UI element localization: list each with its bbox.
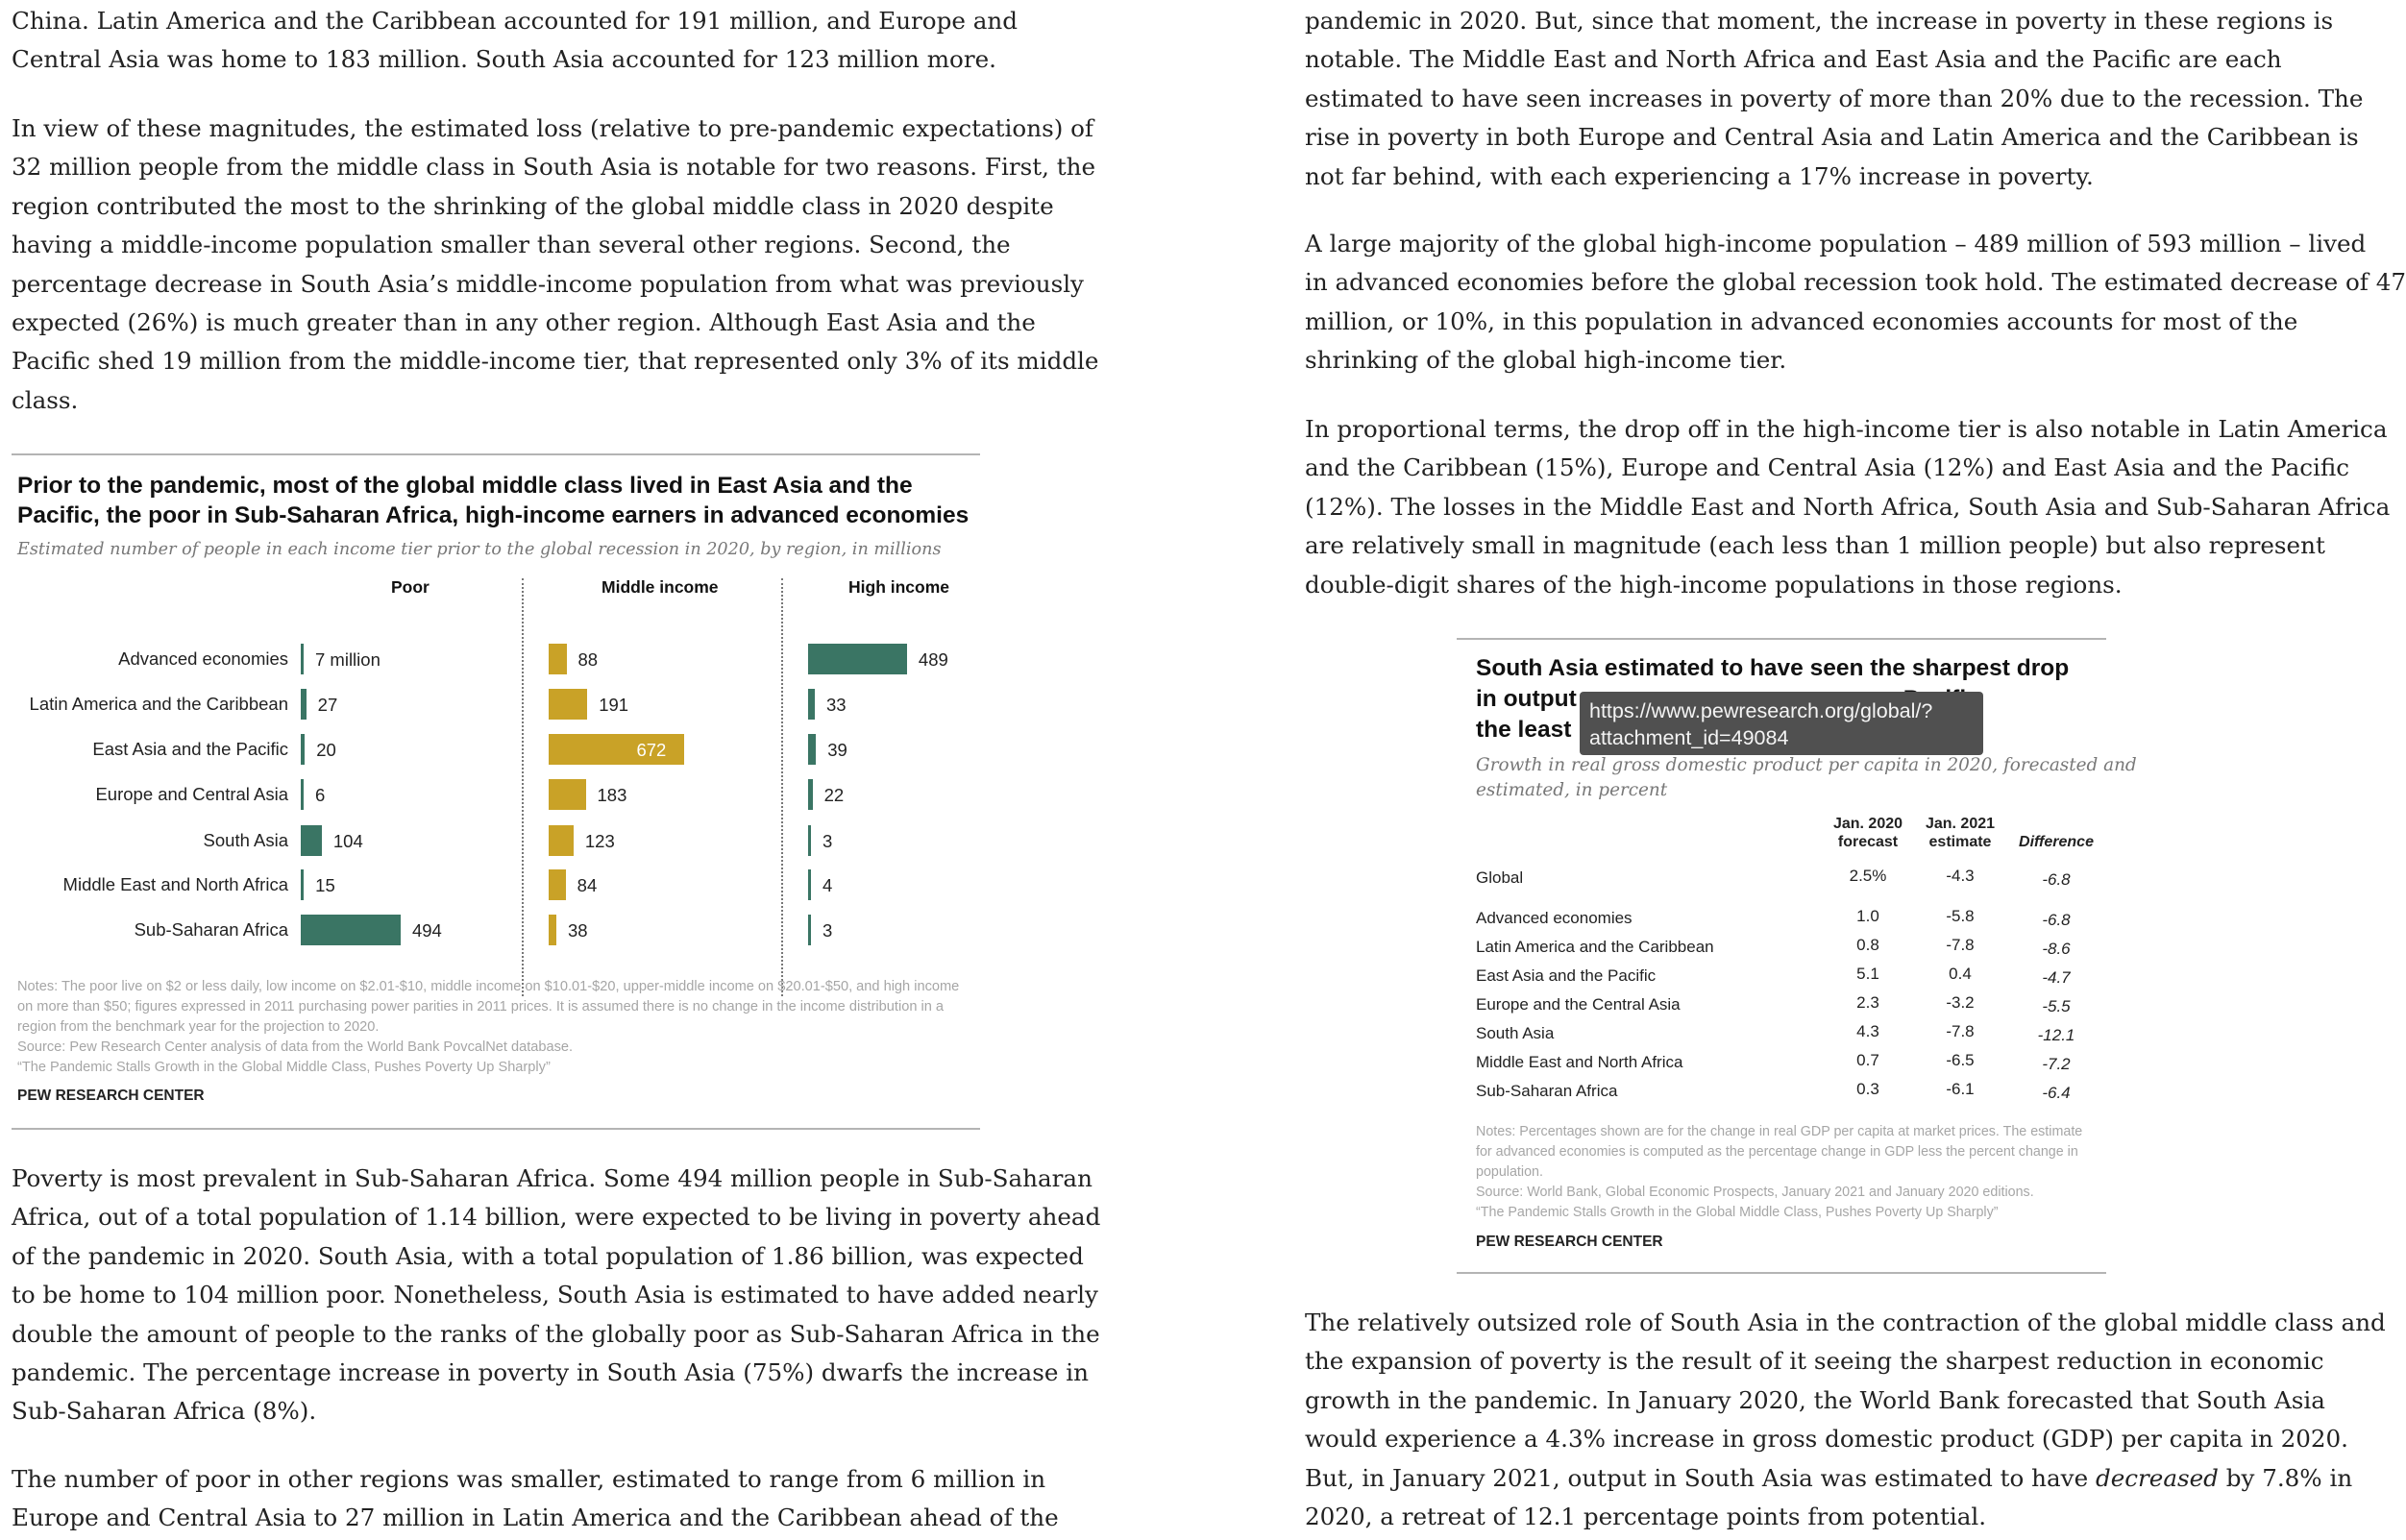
table-title: South Asia estimated to have seen the sharpest drop in output the least <box>1476 655 2070 743</box>
value-label-poor-advanced-economies: 7 million <box>315 649 381 670</box>
row-label: Latin America and the Caribbean <box>1476 938 1714 956</box>
bar-high-income-advanced-economies[interactable] <box>808 644 907 674</box>
row-label: Advanced economies <box>1476 909 1633 927</box>
value-label-high-income-latin-america-and-the-caribbean: 33 <box>825 695 847 715</box>
table-notes: Notes: Percentages shown are for the change in real GDP per capita at market prices. The estimate for advanced economies is computed as the percentage change in GDP less the percent change in population. Source: World Bank, Global Economic Prospects, January 2021 and January 2020 editions. “The Pandemic Stalls Growth in the Global Middle Class, Pushes Poverty Up Sharply” <box>1476 1124 2083 1220</box>
cell-diff: -6.8 <box>2042 911 2071 929</box>
value-label-high-income-advanced-economies: 489 <box>918 649 948 670</box>
value-label-poor-europe-and-central-asia: 6 <box>315 785 326 805</box>
cell-estimate: -7.8 <box>1946 936 1975 954</box>
cell-forecast: 1.0 <box>1856 907 1879 925</box>
bar-high-income-south-asia[interactable] <box>808 825 811 856</box>
cell-diff: -8.6 <box>2042 940 2071 958</box>
bar-high-income-latin-america-and-the-caribbean[interactable] <box>808 689 815 720</box>
paragraph-proportional-terms: In proportional terms, the drop off in the high-income tier is also notable in Latin America and the Caribbean (15%), Europe and Central Asia (12%) and East Asia and the Pacific (12%). The losses in the Middle East and North Africa, South Asia and Sub-Saharan Africa are relatively small in magnitude (each less than 1 million people) but also represent double-digit shares of the high-income populations in those regions. <box>1305 415 2391 599</box>
row-label: East Asia and the Pacific <box>1476 966 1657 985</box>
cell-forecast: 2.3 <box>1856 993 1879 1012</box>
cell-estimate: 0.4 <box>1949 965 1972 983</box>
row-label-advanced-economies: Advanced economies <box>118 648 288 669</box>
value-label-high-income-middle-east-and-north-africa: 4 <box>822 875 833 895</box>
cell-forecast: 2.5% <box>1849 867 1887 885</box>
chart-notes: Notes: The poor live on $2 or less daily, low income on $2.01-$10, middle income on $10.01-$20, upper-middle income on $20.01-$50, and high income on more than $50; figures expressed in 2011 purchasing power parities in 2011 prices. It is assumed there is no change in the income distribution in a region from the benchmark year for the projection to 2020. Source: Pew Research Center analysis of data from the World Bank PovcalNet database. “The Pandemic Stalls Growth in the Global Middle Class, Pushes Poverty Up Sharply” <box>17 979 960 1075</box>
cell-forecast: 0.8 <box>1856 936 1879 954</box>
table-subtitle: Growth in real gross domestic product per capita in 2020, forecasted and estimated, in percent <box>1476 755 2137 800</box>
chart-subtitle: Estimated number of people in each income tier prior to the global recession in 2020, by region, in millions <box>17 540 942 559</box>
cell-estimate: -6.1 <box>1946 1080 1975 1098</box>
bar-poor-advanced-economies[interactable] <box>301 644 304 674</box>
bar-poor-south-asia[interactable] <box>301 825 322 856</box>
bar-middle-income-middle-east-and-north-africa[interactable] <box>549 869 566 900</box>
cell-estimate: -6.5 <box>1946 1051 1975 1069</box>
cell-estimate: -3.2 <box>1946 993 1975 1012</box>
value-label-middle-income-east-asia-and-the-pacific: 672 <box>636 740 667 760</box>
value-label-poor-middle-east-and-north-africa: 15 <box>315 875 335 895</box>
bar-high-income-east-asia-and-the-pacific[interactable] <box>808 734 816 765</box>
cell-diff: -5.5 <box>2042 997 2071 1015</box>
cell-forecast: 0.7 <box>1856 1051 1879 1069</box>
cell-diff: -12.1 <box>2037 1026 2075 1044</box>
bar-middle-income-sub-saharan-africa[interactable] <box>549 915 556 945</box>
value-label-poor-south-asia: 104 <box>332 831 363 851</box>
value-label-middle-income-sub-saharan-africa: 38 <box>567 920 588 941</box>
row-label: South Asia <box>1476 1024 1555 1042</box>
cell-estimate: -5.8 <box>1946 907 1975 925</box>
chart-top-rule <box>12 453 980 455</box>
value-label-high-income-south-asia: 3 <box>822 831 833 851</box>
header-jan2020-forecast: Jan. 2020 forecast <box>1832 816 1903 850</box>
paragraph-middle-class-regions: China. Latin America and the Caribbean accounted for 191 million, and Europe and Central Asia was home to 183 million. South Asia accounted for 123 million more. <box>12 7 1018 74</box>
paragraph-high-income: A large majority of the global high-income population – 489 million of 593 million – lived in advanced economies before the global recession took hold. The estimated decrease of 47 million, or 10%, in this population in advanced economies accounts for most of the shrinking of the global high-income tier. <box>1305 230 2406 375</box>
paragraph-south-asia-gdp: The relatively outsized role of South Asia in the contraction of the global middle class and the expansion of poverty is the result of it seeing the sharpest reduction in economic growth in the pandemic. In January 2020, the World Bank forecasted that South Asia would experience a 4.3% increase in gross domestic product (GDP) per capita in 2020. But, in January 2021, output in South Asia was estimated to have decreased by 7.8% in 2020, a retreat of 12.1 percentage points from potential. <box>1305 1308 2386 1531</box>
bar-middle-income-latin-america-and-the-caribbean[interactable] <box>549 689 587 720</box>
paragraph-poor-other-regions: The number of poor in other regions was smaller, estimated to range from 6 million in Europe and Central Asia to 27 million in Latin America and the Caribbean ahead of the <box>12 1465 1059 1532</box>
bar-high-income-europe-and-central-asia[interactable] <box>808 779 813 810</box>
cell-forecast: 4.3 <box>1856 1022 1879 1040</box>
header-difference: Difference <box>2019 834 2094 850</box>
cell-estimate: -4.3 <box>1946 867 1975 885</box>
bar-poor-latin-america-and-the-caribbean[interactable] <box>301 689 307 720</box>
row-label-latin-america-and-the-caribbean: Latin America and the Caribbean <box>29 694 288 714</box>
value-label-middle-income-europe-and-central-asia: 183 <box>597 785 627 805</box>
bar-poor-middle-east-and-north-africa[interactable] <box>301 869 304 900</box>
table-bottom-rule <box>1457 1272 2106 1274</box>
value-label-high-income-sub-saharan-africa: 3 <box>822 920 833 941</box>
income-tier-chart[interactable] <box>12 453 980 1132</box>
cell-diff: -6.8 <box>2042 870 2071 889</box>
row-label: Europe and the Central Asia <box>1476 995 1681 1014</box>
chart-bottom-rule <box>12 1128 980 1130</box>
paragraph-south-asia-loss: In view of these magnitudes, the estimated loss (relative to pre-pandemic expectations) of 32 million people from the middle class in South Asia is notable for two reasons. First, the region contributed the most to the shrinking of the global middle class in 2020 despite having a middle-income population smaller than several other regions. Second, the percentage decrease in South Asia’s middle-income population from what was previously expected (26%) is much greater than in any other region. Although East Asia and the Pacific shed 19 million from the middle-income tier, that represented only 3% of its middle class. <box>12 114 1099 414</box>
value-label-high-income-europe-and-central-asia: 22 <box>823 785 845 805</box>
row-label-europe-and-central-asia: Europe and Central Asia <box>95 784 288 804</box>
bar-poor-east-asia-and-the-pacific[interactable] <box>301 734 305 765</box>
cell-diff: -6.4 <box>2042 1084 2071 1102</box>
value-label-poor-latin-america-and-the-caribbean: 27 <box>317 695 338 715</box>
row-label-sub-saharan-africa: Sub-Saharan Africa <box>134 919 288 940</box>
cell-forecast: 5.1 <box>1856 965 1879 983</box>
value-label-high-income-east-asia-and-the-pacific: 39 <box>827 740 847 760</box>
value-label-middle-income-middle-east-and-north-africa: 84 <box>577 875 598 895</box>
link-tooltip: https://www.pewresearch.org/global/? attachment_id=49084 <box>1580 692 1983 755</box>
cell-estimate: -7.8 <box>1946 1022 1975 1040</box>
row-label-south-asia: South Asia <box>203 830 288 850</box>
pew-brand: PEW RESEARCH CENTER <box>1476 1234 1663 1250</box>
value-label-middle-income-latin-america-and-the-caribbean: 191 <box>599 695 629 715</box>
panel-separator-2 <box>781 578 783 996</box>
chart-title: Prior to the pandemic, most of the global middle class lived in East Asia and the Pacific, the poor in Sub-Saharan Africa, high-income earners in advanced economies <box>17 473 970 528</box>
paragraph-poverty-increase: pandemic in 2020. But, since that moment, the increase in poverty in these regions is notable. The Middle East and North Africa and East Asia and the Pacific are each estimated to have seen increases in poverty of more than 20% due to the recession. The rise in poverty in both Europe and Central Asia and Latin America and the Caribbean is not far behind, with each experiencing a 17% increase in poverty. <box>1305 7 2364 190</box>
bar-poor-sub-saharan-africa[interactable] <box>301 915 401 945</box>
bar-middle-income-advanced-economies[interactable] <box>549 644 567 674</box>
row-label-east-asia-and-the-pacific: East Asia and the Pacific <box>92 739 288 759</box>
bar-high-income-middle-east-and-north-africa[interactable] <box>808 869 811 900</box>
paragraph-poverty-sub-saharan: Poverty is most prevalent in Sub-Saharan Africa. Some 494 million people in Sub-Saharan Africa, out of a total population of 1.14 billion, were expected to be living in poverty ahead of the pandemic in 2020. South Asia, with a total population of 1.86 billion, was expected to be home to 104 million poor. Nonetheless, South Asia is estimated to have added nearly double the amount of people to the ranks of the globally poor as Sub-Saharan Africa in the pandemic. The percentage increase in poverty in South Asia (75%) dwarfs the increase in Sub-Saharan Africa (8%). <box>12 1164 1101 1426</box>
pew-brand: PEW RESEARCH CENTER <box>17 1088 205 1104</box>
table-top-rule <box>1457 638 2106 640</box>
cell-forecast: 0.3 <box>1856 1080 1879 1098</box>
value-label-poor-sub-saharan-africa: 494 <box>411 920 442 941</box>
col-header-high-income: High income <box>848 577 950 597</box>
header-jan2021-estimate: Jan. 2021 estimate <box>1925 816 1996 850</box>
row-label-middle-east-and-north-africa: Middle East and North Africa <box>62 874 288 894</box>
row-label: Middle East and North Africa <box>1476 1053 1683 1071</box>
row-label: Sub-Saharan Africa <box>1476 1082 1618 1100</box>
bar-poor-europe-and-central-asia[interactable] <box>301 779 304 810</box>
gdp-growth-table[interactable] <box>1457 632 2137 1276</box>
value-label-middle-income-advanced-economies: 88 <box>577 649 599 670</box>
value-label-middle-income-south-asia: 123 <box>584 831 615 851</box>
row-label: Global <box>1476 868 1524 887</box>
bar-middle-income-south-asia[interactable] <box>549 825 574 856</box>
bar-middle-income-europe-and-central-asia[interactable] <box>549 779 586 810</box>
cell-diff: -7.2 <box>2042 1055 2071 1073</box>
panel-separator-1 <box>522 578 524 996</box>
cell-diff: -4.7 <box>2042 968 2071 987</box>
bar-high-income-sub-saharan-africa[interactable] <box>808 915 811 945</box>
col-header-poor: Poor <box>391 577 430 597</box>
value-label-poor-east-asia-and-the-pacific: 20 <box>316 740 336 760</box>
col-header-middle-income: Middle income <box>602 577 719 597</box>
